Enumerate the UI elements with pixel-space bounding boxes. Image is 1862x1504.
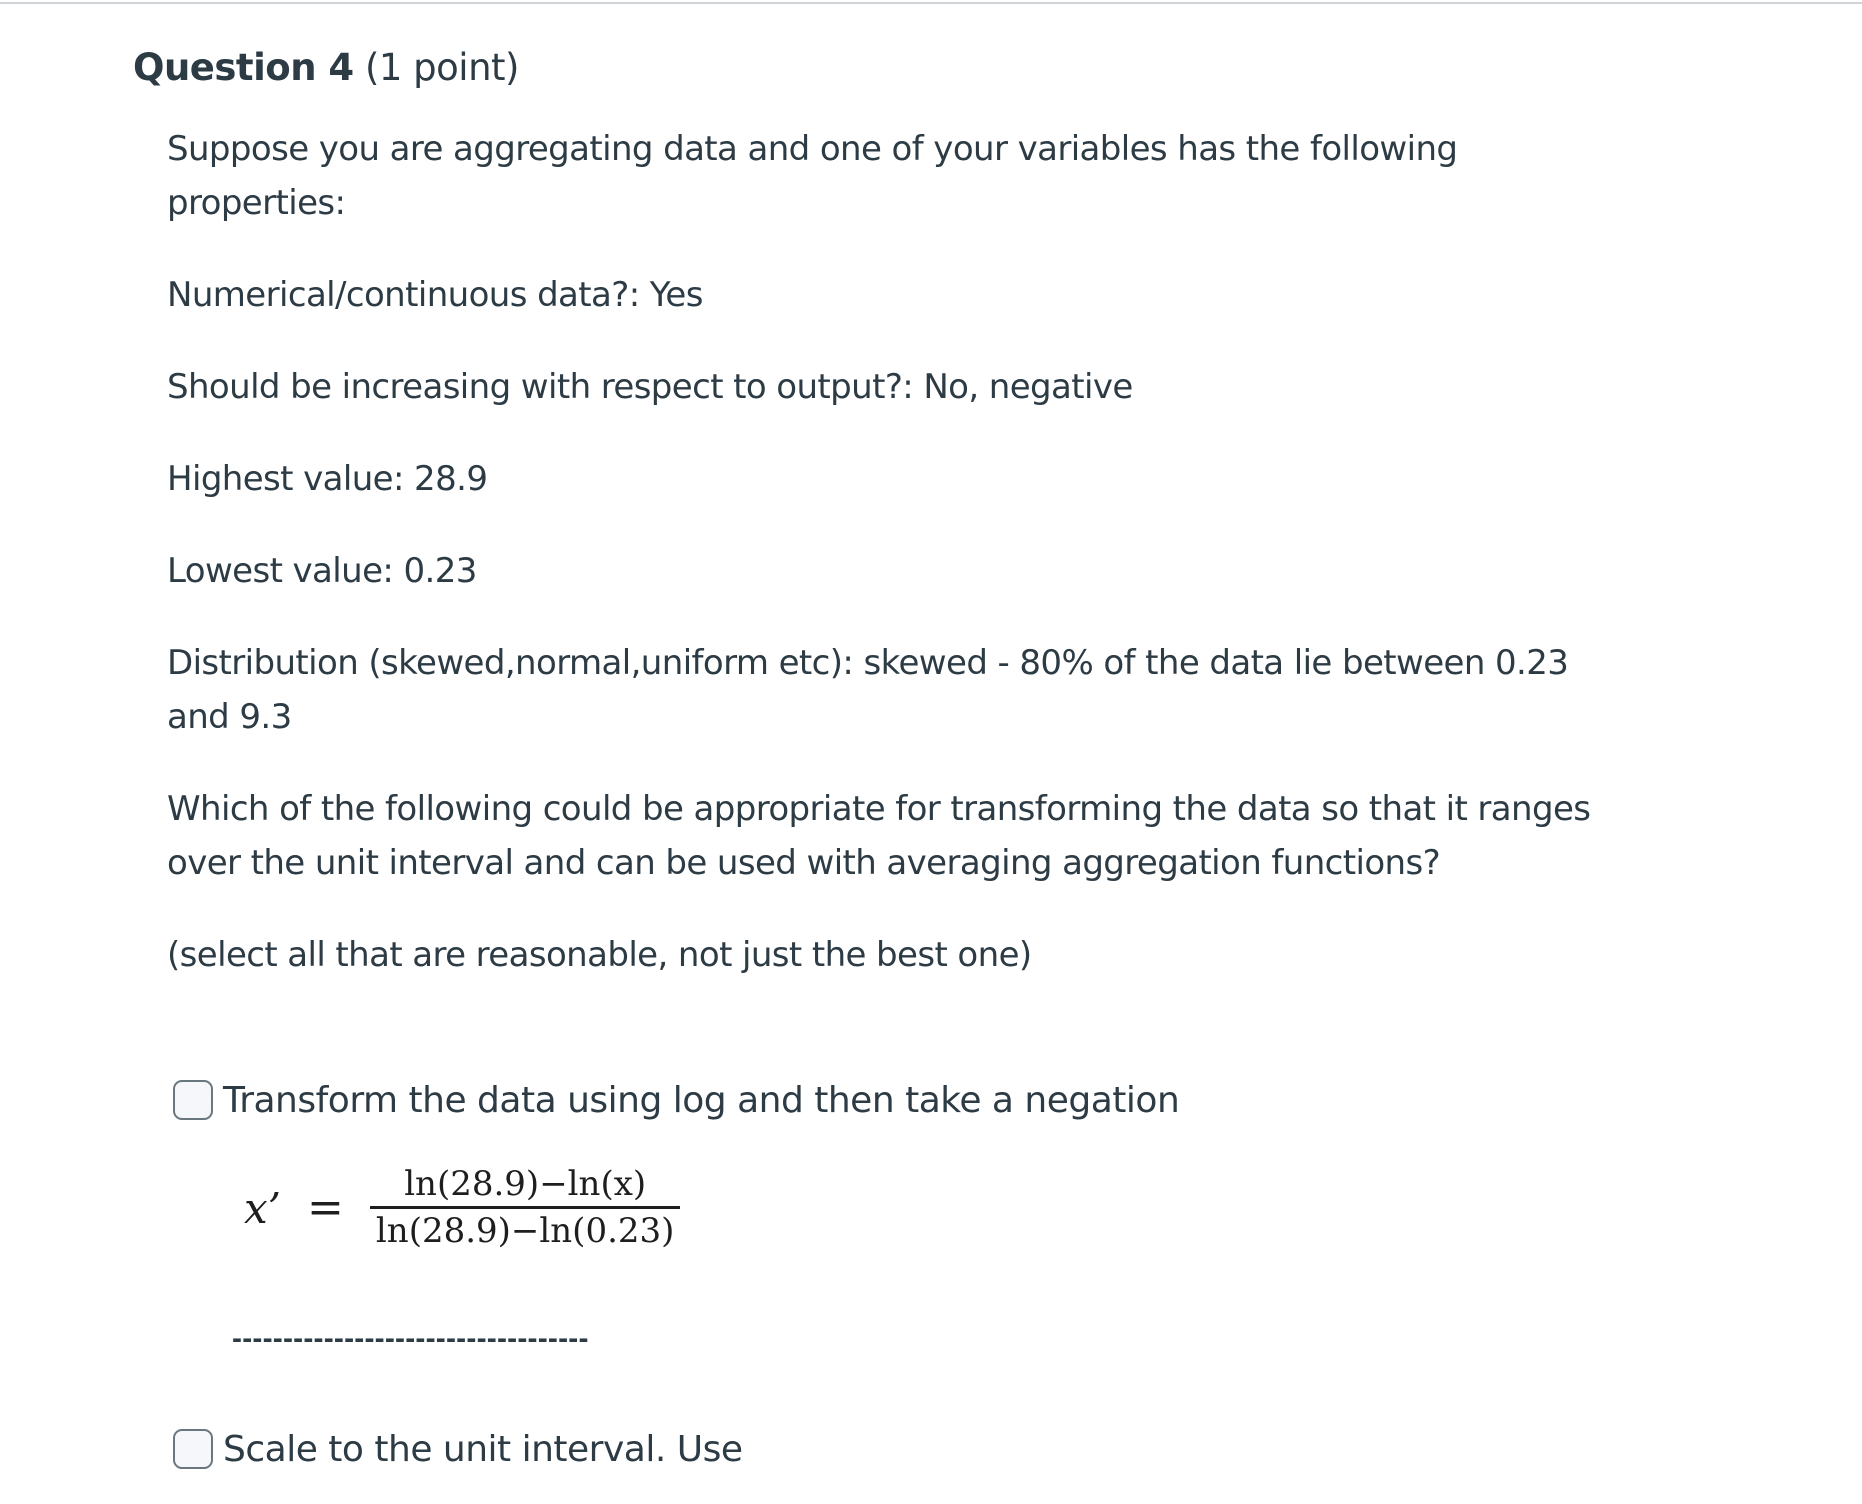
top-divider [0,2,1862,4]
question-title: Question 4 [133,46,354,89]
formula-numerator: ln(28.9)−ln(x) [404,1164,647,1204]
question-instruction: (select all that are reasonable, not just the best one) [167,935,1032,975]
question-body [167,122,1637,1020]
property-lowest-value: Lowest value: 0.23 [167,551,477,591]
answer-1-label[interactable]: Transform the data using log and then take a negation [223,1079,1180,1121]
property-numerical: Numerical/continuous data?: Yes [167,275,703,315]
answer-1-separator: ----------------------------------- [232,1322,589,1355]
property-increasing: Should be increasing with respect to output?: No, negative [167,367,1133,407]
answer-1-formula [244,1162,680,1253]
answer-1-checkbox[interactable] [173,1080,213,1120]
property-highest-value: Highest value: 28.9 [167,459,488,499]
formula-denominator: ln(28.9)−ln(0.23) [375,1211,675,1251]
formula-lhs: x’ [244,1184,282,1233]
formula-fraction [370,1162,681,1253]
question-points: (1 point) [364,46,519,89]
answer-option-1[interactable] [173,1072,1673,1128]
answer-option-2[interactable] [173,1421,743,1477]
property-distribution: Distribution (skewed,normal,uniform etc): skewed - 80% of the data lie between 0.23 and 9.3 [167,643,1569,737]
formula-equals: = [307,1182,344,1233]
answer-2-label[interactable]: Scale to the unit interval. Use [223,1428,743,1470]
question-header [133,46,519,89]
question-intro: Suppose you are aggregating data and one of your variables has the following properties: [167,129,1458,223]
question-prompt: Which of the following could be appropriate for transforming the data so that it ranges over the unit interval and can be used with averaging aggregation functions? [167,789,1591,883]
answer-2-checkbox[interactable] [173,1429,213,1469]
answer-list [173,1072,1673,1128]
